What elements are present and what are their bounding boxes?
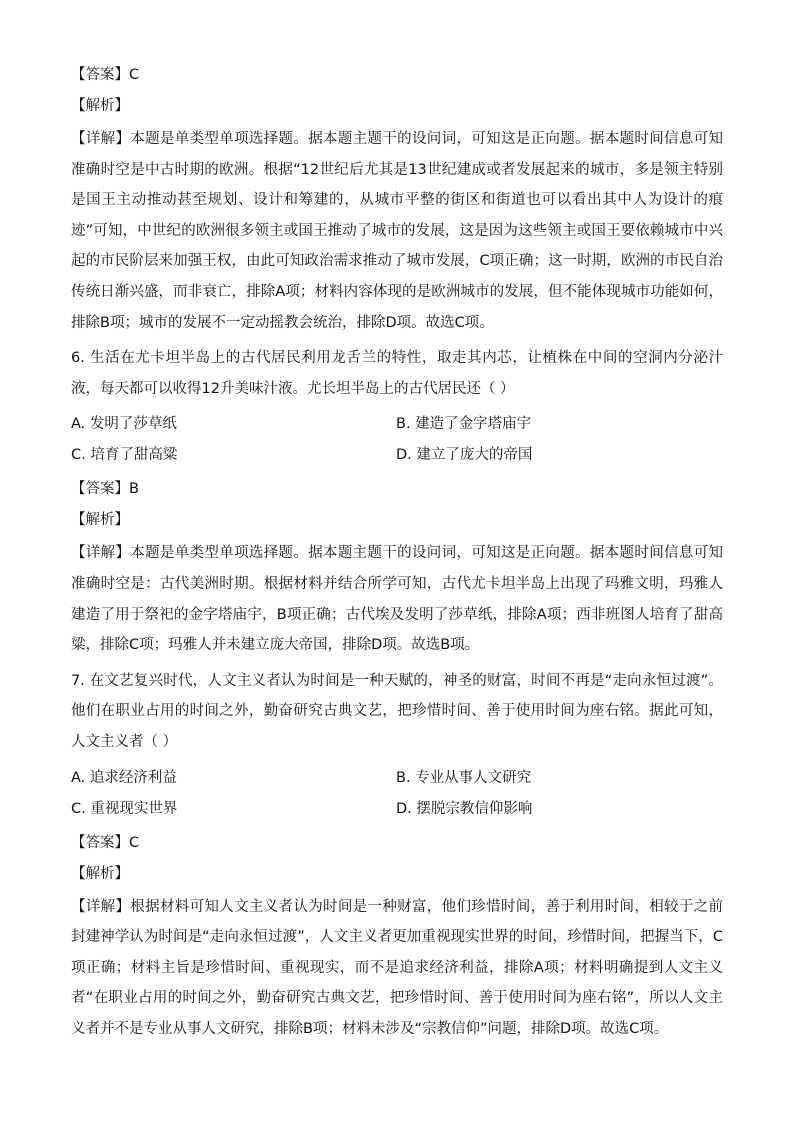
answer-label: 【答案】B [71, 481, 139, 498]
option-b: B. 建造了金字塔庙宇 [396, 416, 532, 433]
page-content [71, 62, 723, 1044]
option-c: C. 培育了甜高粱 [71, 447, 178, 464]
option-a: A. 发明了莎草纸 [71, 416, 177, 433]
options-row-ab [71, 763, 723, 794]
option-c: C. 重视现实世界 [71, 800, 178, 817]
analysis-label: 【解析】 [71, 98, 129, 114]
option-b: B. 专业从事人文研究 [396, 769, 532, 786]
detail-paragraph: 【详解】本题是单类型单项选择题。据本题主题干的设问词，可知这是正向题。据本题时间信息可知准确时空是中古时期的欧洲。根据“12世纪后尤其是13世纪建成或者发展起来的城市，多是领主特别是国王主动推动甚至规划、设计和筹建的，从城市平整的街区和街道也可以看出其中人为设计的痕迹”可知，中世纪的欧洲很多领主或国王推动了城市的发展，这是因为这些领主或国王要依赖城市中兴起的市民阶层来加强王权，由此可知政治需求推动了城市发展，C项正确；这一时期，欧洲的市民自治传统日渐兴盛，而非衰亡，排除A项；材料内容体现的是欧洲城市的发展，但不能体现城市功能如何，排除B项；城市的发展不一定动摇教会统治，排除D项。故选C项。 [71, 131, 723, 331]
option-a: A. 追求经济利益 [71, 769, 177, 786]
options-row-cd [71, 794, 723, 825]
detail-paragraph: 【详解】根据材料可知人文主义者认为时间是一种财富，他们珍惜时间，善于利用时间，相较于之前封建神学认为时间是“走向永恒过渡”，人文主义者更加重视现实世界的时间，珍惜时间，把握当下，C项正确；材料主旨是珍惜时间、重视现实，而不是追求经济利益，排除A项；材料明确提到人文主义者“在职业占用的时间之外，勤奋研究古典文艺，把珍惜时间、善于使用时间为座右铭”，所以人文主义者并不是专业从事人文研究，排除B项；材料未涉及“宗教信仰”问题，排除D项。故选C项。 [71, 898, 723, 1037]
option-d: D. 摆脱宗教信仰影响 [396, 800, 533, 817]
option-d: D. 建立了庞大的帝国 [396, 447, 533, 464]
options-row-ab [71, 409, 723, 440]
answer-label: 【答案】C [71, 67, 140, 83]
analysis-label: 【解析】 [71, 512, 129, 529]
question-6: 6. 生活在尤卡坦半岛上的古代居民利用龙舌兰的特性，取走其内芯，让植株在中间的空洞内分泌汁液，每天都可以收得12升美味汁液。尤长坦半岛上的古代居民还（ ） [71, 350, 723, 397]
answer-label: 【答案】C [71, 834, 140, 851]
options-row-cd [71, 440, 723, 471]
detail-paragraph: 【详解】本题是单类型单项选择题。据本题主题干的设问词，可知这是正向题。据本题时间信息可知准确时空是：古代美洲时期。根据材料并结合所学可知，古代尤卡坦半岛上出现了玛雅文明，玛雅人建造了用于祭祀的金字塔庙宇，B项正确；古代埃及发明了莎草纸，排除A项；西非班图人培育了甜高粱，排除C项；玛雅人并未建立庞大帝国，排除D项。故选B项。 [71, 545, 723, 654]
question-7: 7. 在文艺复兴时代，人文主义者认为时间是一种天赋的，神圣的财富，时间不再是“走向永恒过渡”。他们在职业占用的时间之外，勤奋研究古典文艺，把珍惜时间、善于使用时间为座右铭。据此可知，人文主义者（ ） [71, 672, 723, 750]
analysis-label: 【解析】 [71, 865, 129, 882]
